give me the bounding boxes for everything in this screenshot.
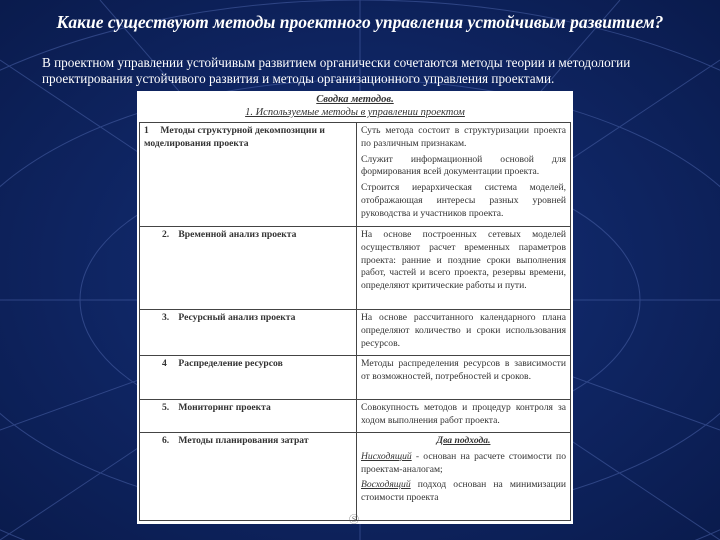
approach-item [361, 451, 566, 477]
method-name: Распределение ресурсов [178, 358, 283, 369]
method-name: Временной анализ проекта [178, 229, 297, 240]
method-name-cell [140, 123, 357, 227]
table-row [140, 310, 571, 356]
row-number: 6. [162, 435, 170, 446]
method-name: Методы планирования затрат [178, 435, 309, 446]
table-row [140, 123, 571, 227]
slide-title: Какие существуют методы проектного управления устойчивым развитием? [56, 12, 664, 32]
approach-text: - основан на расчете стоимости по проектам-аналогам; [361, 450, 566, 475]
description-text: На основе рассчитанного календарного плана определяют количество и сроки использования ресурсов. [361, 312, 566, 349]
description-text: Совокупность методов и процедур контроля за ходом выполнения работ проекта. [361, 402, 566, 426]
approach-label: Нисходящий [361, 450, 412, 462]
approaches-heading: Два подхода. [436, 435, 491, 446]
approach-text: подход основан на минимизации стоимости проекта [361, 479, 566, 504]
approach-label: Восходящий [361, 479, 411, 491]
method-name-cell [140, 400, 357, 433]
description-text: Служит информационной основой для формирования всей документации проекта. [361, 153, 566, 178]
row-number: 3. [162, 312, 170, 323]
table-row [140, 227, 571, 310]
methods-table [139, 122, 571, 521]
approach-item [361, 479, 566, 505]
method-description-cell [357, 227, 571, 310]
sheet-heading: Сводка методов. [316, 94, 394, 105]
method-name-cell [140, 356, 357, 400]
sheet-subheading: 1. Используемые методы в управлении проектом [245, 107, 465, 118]
description-text: Суть метода состоит в структуризации проекта по различным признакам. [361, 125, 566, 149]
description-text: Строится иерархическая система моделей, отображающая интересы разных уровней руководства и участников проекта. [361, 182, 566, 219]
row-number: 5. [162, 402, 170, 413]
method-name-cell [140, 310, 357, 356]
method-description-cell [357, 310, 571, 356]
method-name: Методы структурной декомпозиции и моделирования проекта [144, 125, 325, 149]
method-name-cell [140, 227, 357, 310]
page-mark-glyph: Ⓢ [349, 515, 359, 524]
method-description-cell [357, 356, 571, 400]
table-row [140, 356, 571, 400]
table-row [140, 400, 571, 433]
methods-summary-image [137, 91, 573, 524]
method-description-cell [357, 123, 571, 227]
row-number: 1 [144, 125, 149, 136]
method-description-cell [357, 400, 571, 433]
table-row [140, 433, 571, 521]
method-name-cell [140, 433, 357, 521]
method-description-cell [357, 433, 571, 521]
description-text: Методы распределения ресурсов в зависимости от возможностей, потребностей и сроков. [361, 358, 566, 382]
method-name: Ресурсный анализ проекта [178, 312, 296, 323]
method-name: Мониторинг проекта [178, 402, 271, 413]
row-number: 4 [162, 358, 167, 369]
row-number: 2. [162, 229, 170, 240]
slide-intro-text: В проектном управлении устойчивым развитием органически сочетаются методы теории и методологии проектирования устойчивого развития и методы организационного управления проектами. [42, 55, 631, 86]
description-text: На основе построенных сетевых моделей осуществляют расчет временных параметров проекта: ранние и поздние сроки выполнения работ, частей и всего проекта, резервы времени, определяют критические работы и пути. [361, 229, 566, 292]
